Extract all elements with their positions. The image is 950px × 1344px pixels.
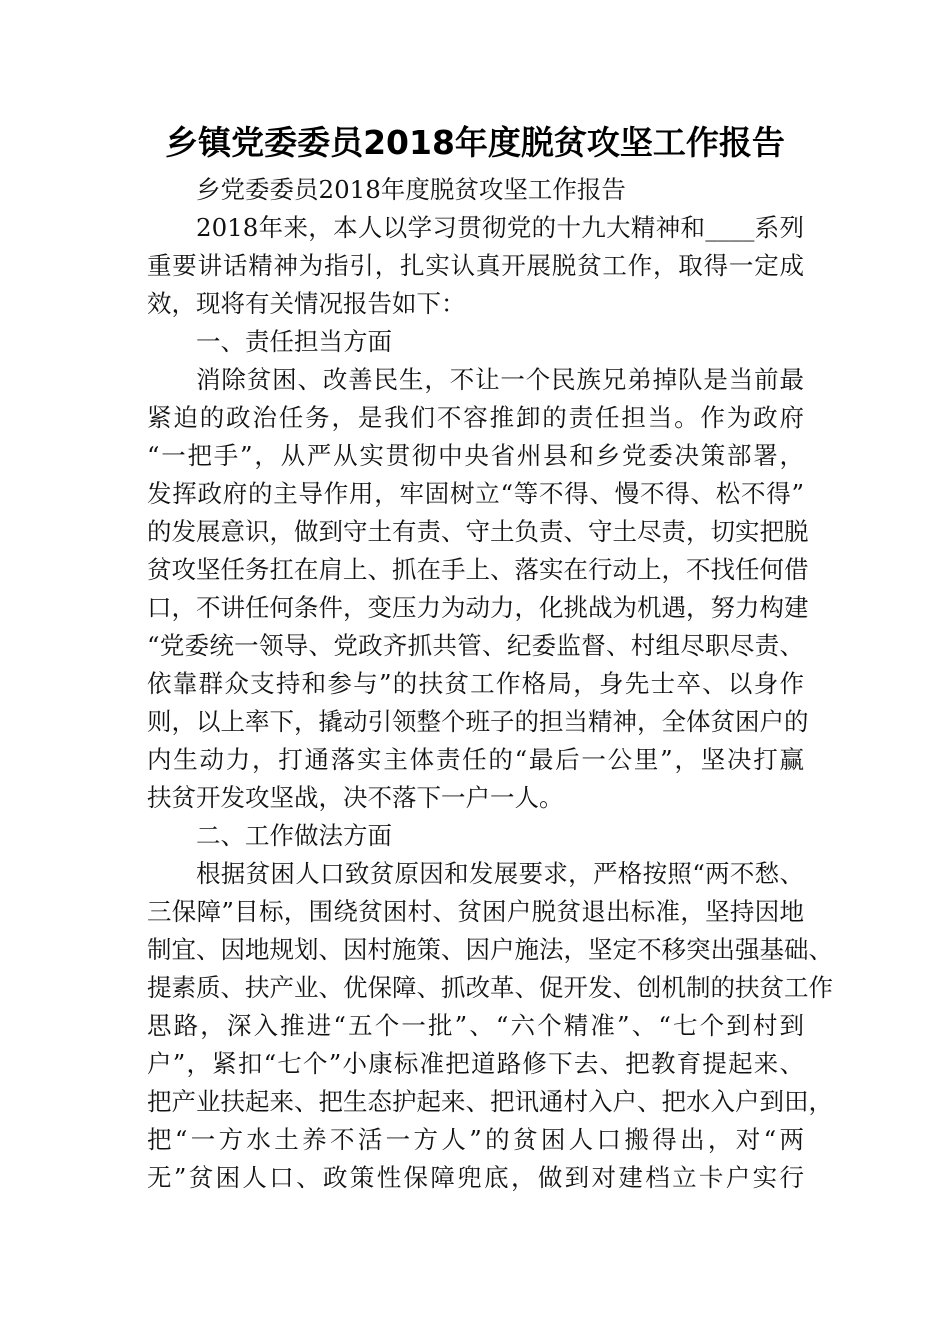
body-line: 扶贫开发攻坚战，决不落下一户一人。 (147, 783, 564, 812)
body-line: 的发展意识，做到守土有责、守土负责、守土尽责，切实把脱 (147, 517, 809, 546)
body-line: 三保障”目标，围绕贫困村、贫困户脱贫退出标准，坚持因地 (147, 897, 804, 926)
body-line: 无”贫困人口、政策性保障兜底，做到对建档立卡户实行 (147, 1163, 804, 1192)
body-line: 紧迫的政治任务，是我们不容推卸的责任担当。作为政府 (147, 403, 804, 432)
body-line: 制宜、因地规划、因村施策、因户施法，坚定不移突出强基础、 (147, 935, 833, 964)
section-heading: 二、工作做法方面 (196, 821, 392, 850)
body-line: 重要讲话精神为指引，扎实认真开展脱贫工作，取得一定成 (147, 251, 804, 280)
body-line: 提素质、扶产业、优保障、抓改革、促开发、创机制的扶贫工作 (147, 973, 833, 1002)
body-line: 消除贫困、改善民生，不让一个民族兄弟掉队是当前最 (196, 365, 804, 394)
body-line: 把产业扶起来、把生态护起来、把讯通村入户、把水入户到田， (147, 1087, 833, 1116)
body-line: 依靠群众支持和参与”的扶贫工作格局，身先士卒、以身作 (147, 669, 804, 698)
body-line: 根据贫困人口致贫原因和发展要求，严格按照“两不愁、 (196, 859, 804, 888)
body-line: 效，现将有关情况报告如下： (147, 289, 466, 318)
body-line: 发挥政府的主导作用，牢固树立“等不得、慢不得、松不得” (147, 479, 804, 508)
body-line: “党委统一领导、党政齐抓共管、纪委监督、村组尽职尽责、 (147, 631, 804, 660)
body-line: 思路，深入推进“五个一批”、“六个精准”、“七个到村到 (147, 1011, 804, 1040)
body-line: 口，不讲任何条件，变压力为动力，化挑战为机遇，努力构建 (147, 593, 809, 622)
body-line: 贫攻坚任务扛在肩上、抓在手上、落实在行动上，不找任何借 (147, 555, 809, 584)
body-line: 户”，紧扣“七个”小康标准把道路修下去、把教育提起来、 (147, 1049, 804, 1078)
body-line: “一把手”，从严从实贯彻中央省州县和乡党委决策部署， (147, 441, 804, 470)
body-line: 把“一方水土养不活一方人”的贫困人口搬得出，对“两 (147, 1125, 804, 1154)
document-title: 乡镇党委委员2018年度脱贫攻坚工作报告 (165, 123, 785, 162)
body-line: 2018年来，本人以学习贯彻党的十九大精神和____系列 (196, 213, 804, 242)
body-line: 则，以上率下，撬动引领整个班子的担当精神，全体贫困户的 (147, 707, 809, 736)
body-line: 内生动力，打通落实主体责任的“最后一公里”，坚决打赢 (147, 745, 804, 774)
subtitle-line: 乡党委委员2018年度脱贫攻坚工作报告 (196, 175, 626, 204)
section-heading: 一、责任担当方面 (196, 327, 392, 356)
